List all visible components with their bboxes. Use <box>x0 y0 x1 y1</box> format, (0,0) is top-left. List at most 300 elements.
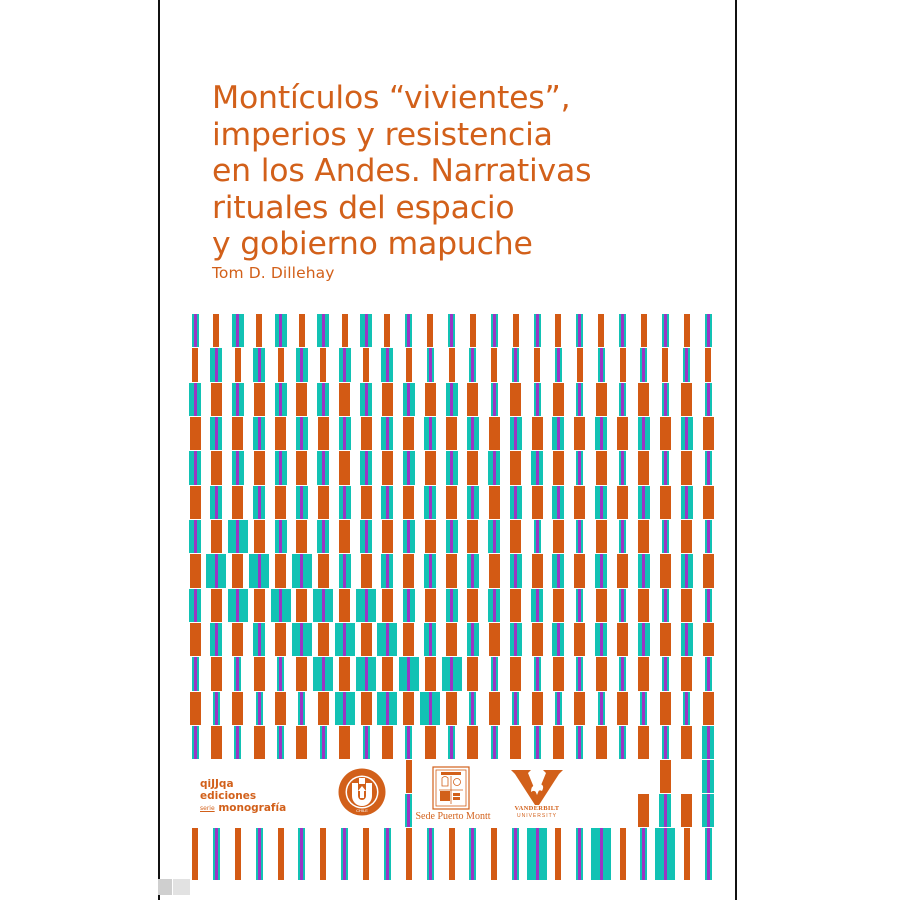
pattern-cell <box>595 554 607 588</box>
pattern-cell <box>703 417 714 450</box>
pattern-cell <box>703 554 714 588</box>
pattern-cell <box>256 828 263 880</box>
pattern-cell <box>705 383 712 416</box>
pattern-cell <box>638 726 649 759</box>
pattern-cell <box>384 314 390 347</box>
pattern-cell <box>640 348 647 382</box>
pattern-cell <box>705 451 712 485</box>
pattern-cell <box>449 348 455 382</box>
pattern-cell <box>298 828 305 880</box>
pattern-cell <box>363 348 369 382</box>
pattern-cell <box>356 657 376 691</box>
pattern-cell <box>531 451 543 485</box>
pattern-cell <box>253 348 265 382</box>
pattern-cell <box>425 726 436 759</box>
pattern-cell <box>510 554 522 588</box>
pattern-cell <box>683 348 690 382</box>
pattern-cell <box>638 657 649 691</box>
pattern-cell <box>681 417 693 450</box>
pattern-cell <box>318 417 329 450</box>
pattern-cell <box>339 451 350 485</box>
pattern-cell <box>381 486 393 519</box>
pattern-cell <box>277 657 284 691</box>
pattern-cell <box>317 383 329 416</box>
pattern-cell <box>403 383 415 416</box>
gray-swatch <box>158 879 172 895</box>
pattern-cell <box>617 692 628 725</box>
pattern-cell <box>681 383 692 416</box>
pattern-cell <box>574 623 585 656</box>
pattern-cell <box>403 589 415 622</box>
pattern-cell <box>574 417 585 450</box>
pattern-cell <box>617 623 628 656</box>
pattern-cell <box>552 417 564 450</box>
pattern-cell <box>681 589 692 622</box>
pattern-cell <box>192 828 198 880</box>
vanderbilt-v-oak-icon <box>509 768 565 806</box>
pattern-cell <box>660 623 671 656</box>
pattern-cell <box>382 520 393 553</box>
title-line: imperios y resistencia <box>212 116 553 153</box>
pattern-cell <box>681 554 693 588</box>
pattern-cell <box>424 623 436 656</box>
pattern-cell <box>510 623 522 656</box>
sede-caption: Sede Puerto Montt <box>415 811 491 822</box>
pattern-cell <box>555 828 561 880</box>
pattern-cell <box>512 692 519 725</box>
pattern-cell <box>211 657 222 691</box>
pattern-cell <box>684 314 690 347</box>
pattern-cell <box>702 726 714 759</box>
ucn-seal-icon <box>337 767 387 817</box>
pattern-cell <box>361 417 372 450</box>
pattern-cell <box>705 520 712 553</box>
pattern-cell <box>341 828 348 880</box>
pattern-cell <box>510 520 521 553</box>
pattern-cell <box>467 623 479 656</box>
pattern-cell <box>510 417 522 450</box>
pattern-cell <box>681 486 693 519</box>
pattern-cell <box>620 828 626 880</box>
pattern-cell <box>598 348 605 382</box>
pattern-cell <box>206 554 226 588</box>
pattern-cell <box>377 692 397 725</box>
pattern-cell <box>703 692 714 725</box>
pattern-cell <box>510 726 521 759</box>
pattern-cell <box>254 657 265 691</box>
pattern-cell <box>532 623 543 656</box>
pattern-cell <box>574 486 585 519</box>
pattern-cell <box>211 451 222 485</box>
title-line: rituales del espacio <box>212 189 515 226</box>
pattern-cell <box>576 520 583 553</box>
pattern-cell <box>278 348 284 382</box>
pattern-cell <box>420 692 440 725</box>
pattern-cell <box>510 451 521 485</box>
pattern-cell <box>534 726 541 759</box>
pattern-cell <box>641 314 647 347</box>
pattern-cell <box>446 623 457 656</box>
pattern-cell <box>360 314 372 347</box>
pattern-cell <box>467 554 479 588</box>
pattern-cell <box>576 828 583 880</box>
pattern-cell <box>684 828 690 880</box>
pattern-cell <box>469 348 476 382</box>
pattern-cell <box>532 486 543 519</box>
pattern-cell <box>467 726 478 759</box>
pattern-cell <box>339 726 350 759</box>
pattern-cell <box>491 348 497 382</box>
pattern-cell <box>510 486 522 519</box>
pattern-cell <box>660 486 671 519</box>
pattern-cell <box>320 726 327 759</box>
pattern-cell <box>448 726 455 759</box>
pattern-cell <box>320 348 326 382</box>
pattern-cell <box>489 623 500 656</box>
university-crest-logo <box>415 766 491 826</box>
pattern-cell <box>510 383 521 416</box>
pattern-cell <box>232 417 243 450</box>
pattern-cell <box>532 554 543 588</box>
pattern-cell <box>405 726 412 759</box>
pattern-cell <box>317 314 329 347</box>
pattern-cell <box>361 554 372 588</box>
qillqa-ediciones: ediciones <box>200 790 257 802</box>
pattern-cell <box>662 657 669 691</box>
pattern-cell <box>655 828 675 880</box>
pattern-cell <box>192 348 198 382</box>
pattern-cell <box>532 417 543 450</box>
book-author: Tom D. Dillehay <box>212 264 335 282</box>
series-name: monografía <box>218 802 287 814</box>
pattern-cell <box>254 383 265 416</box>
pattern-cell <box>467 657 478 691</box>
pattern-cell <box>467 520 478 553</box>
pattern-cell <box>361 623 372 656</box>
pattern-cell <box>361 486 372 519</box>
pattern-cell <box>489 692 500 725</box>
pattern-cell <box>660 417 671 450</box>
vanderbilt-university: UNIVERSITY <box>516 813 557 819</box>
pattern-cell <box>356 589 376 622</box>
pattern-cell <box>317 520 329 553</box>
vanderbilt-logo <box>509 768 565 824</box>
pattern-cell <box>488 520 500 553</box>
pattern-cell <box>638 554 650 588</box>
pattern-cell <box>318 692 329 725</box>
pattern-cell <box>275 383 287 416</box>
pattern-cell <box>576 451 583 485</box>
pattern-cell <box>467 486 479 519</box>
pattern-cell <box>427 348 434 382</box>
pattern-cell <box>553 726 564 759</box>
qillqa-wordmark: qiJJqa <box>200 778 234 790</box>
pattern-cell <box>296 589 307 622</box>
pattern-cell <box>619 657 626 691</box>
pattern-cell <box>638 417 650 450</box>
pattern-cell <box>424 486 436 519</box>
pattern-cell <box>360 520 372 553</box>
pattern-cell <box>296 451 307 485</box>
pattern-cell <box>617 417 628 450</box>
pattern-cell <box>532 692 543 725</box>
pattern-cell <box>596 451 607 485</box>
pattern-cell <box>488 589 500 622</box>
pattern-cell <box>406 348 412 382</box>
pattern-cell <box>469 828 476 880</box>
pattern-cell <box>683 692 690 725</box>
pattern-cell <box>313 657 333 691</box>
pattern-cell <box>576 383 583 416</box>
pattern-cell <box>381 554 393 588</box>
pattern-cell <box>552 623 564 656</box>
pattern-cell <box>531 589 543 622</box>
pattern-cell <box>296 486 308 519</box>
svg-text:CHILE: CHILE <box>356 808 368 813</box>
pattern-cell <box>576 726 583 759</box>
pattern-cell <box>210 348 222 382</box>
pattern-cell <box>190 623 201 656</box>
pattern-cell <box>213 828 220 880</box>
pattern-cell <box>617 554 628 588</box>
pattern-cell <box>189 451 201 485</box>
title-line: y gobierno mapuche <box>212 226 533 262</box>
pattern-cell <box>596 520 607 553</box>
pattern-cell <box>705 828 712 880</box>
pattern-cell <box>553 520 564 553</box>
pattern-cell <box>425 589 436 622</box>
pattern-cell <box>275 486 286 519</box>
pattern-cell <box>275 554 286 588</box>
pattern-cell <box>576 314 583 347</box>
pattern-cell <box>446 589 458 622</box>
pattern-cell <box>339 348 351 382</box>
pattern-cell <box>403 554 414 588</box>
pattern-cell <box>278 828 284 880</box>
pattern-cell <box>555 314 561 347</box>
pattern-cell <box>382 383 393 416</box>
title-line: Montículos “vivientes”, <box>212 80 571 116</box>
pattern-cell <box>553 589 564 622</box>
pattern-cell <box>491 657 498 691</box>
pattern-cell <box>271 589 291 622</box>
pattern-cell <box>552 554 564 588</box>
pattern-cell <box>275 314 287 347</box>
pattern-cell <box>190 692 201 725</box>
pattern-cell <box>190 417 201 450</box>
pattern-cell <box>361 692 372 725</box>
pattern-cell <box>681 451 692 485</box>
pattern-cell <box>192 657 199 691</box>
pattern-cell <box>277 726 284 759</box>
pattern-cell <box>449 828 455 880</box>
pattern-cell <box>339 486 351 519</box>
pattern-cell <box>232 554 243 588</box>
pattern-cell <box>339 417 351 450</box>
pattern-cell <box>489 486 500 519</box>
pattern-cell <box>253 486 265 519</box>
pattern-cell <box>596 589 607 622</box>
pattern-cell <box>189 520 201 553</box>
pattern-cell <box>446 417 457 450</box>
pattern-cell <box>446 383 458 416</box>
pattern-cell <box>662 314 669 347</box>
pattern-cell <box>491 726 498 759</box>
pattern-cell <box>232 692 243 725</box>
pattern-cell <box>342 314 348 347</box>
pattern-cell <box>211 520 222 553</box>
pattern-cell <box>662 726 669 759</box>
pattern-cell <box>512 348 519 382</box>
pattern-cell <box>534 314 541 347</box>
pattern-cell <box>190 554 201 588</box>
pattern-cell <box>446 486 457 519</box>
pattern-cell <box>596 383 607 416</box>
pattern-cell <box>534 348 540 382</box>
pattern-cell <box>313 589 333 622</box>
pattern-cell <box>489 417 500 450</box>
pattern-cell <box>339 554 351 588</box>
pattern-cell <box>296 726 307 759</box>
pattern-cell <box>339 383 350 416</box>
pattern-cell <box>382 451 393 485</box>
pattern-cell <box>254 726 265 759</box>
pattern-cell <box>256 692 263 725</box>
pattern-cell <box>296 657 307 691</box>
pattern-cell <box>377 623 397 656</box>
pattern-cell <box>446 451 458 485</box>
pattern-cell <box>705 314 712 347</box>
pattern-cell <box>232 314 244 347</box>
pattern-cell <box>235 348 241 382</box>
pattern-cell <box>189 383 201 416</box>
pattern-cell <box>638 520 649 553</box>
pattern-cell <box>534 657 541 691</box>
pattern-cell <box>619 520 626 553</box>
pattern-cell <box>705 589 712 622</box>
pattern-cell <box>489 554 500 588</box>
pattern-cell <box>382 589 393 622</box>
pattern-cell <box>403 486 414 519</box>
pattern-cell <box>425 383 436 416</box>
pattern-cell <box>424 417 436 450</box>
serie-label: serie <box>200 805 215 812</box>
pattern-cell <box>662 589 669 622</box>
pattern-cell <box>292 554 312 588</box>
pattern-cell <box>662 520 669 553</box>
pattern-cell <box>574 692 585 725</box>
pattern-cell <box>527 828 547 880</box>
pattern-cell <box>620 348 626 382</box>
pattern-cell <box>254 589 265 622</box>
pattern-cell <box>446 554 457 588</box>
pattern-cell <box>381 348 393 382</box>
pattern-cell <box>275 692 286 725</box>
pattern-cell <box>467 451 478 485</box>
pattern-cell <box>406 828 412 880</box>
pattern-cell <box>595 623 607 656</box>
pattern-cell <box>446 692 457 725</box>
pattern-cell <box>662 348 668 382</box>
pattern-cell <box>318 486 329 519</box>
pattern-cell <box>210 486 222 519</box>
pattern-cell <box>296 520 307 553</box>
pattern-cell <box>553 383 564 416</box>
pattern-cell <box>211 726 222 759</box>
pattern-cell <box>467 383 478 416</box>
pattern-cell <box>275 520 287 553</box>
pattern-cell <box>296 417 308 450</box>
pattern-cell <box>234 657 241 691</box>
pattern-cell <box>467 417 479 450</box>
pattern-cell <box>253 623 265 656</box>
pattern-cell <box>705 348 711 382</box>
pattern-cell <box>339 589 350 622</box>
pattern-cell <box>317 451 329 485</box>
pattern-cell <box>192 314 199 347</box>
pattern-cell <box>403 692 414 725</box>
pattern-cell <box>339 657 350 691</box>
pattern-cell <box>662 451 669 485</box>
pattern-cell <box>640 828 647 880</box>
pattern-cell <box>660 554 671 588</box>
pattern-cell <box>405 314 412 347</box>
pattern-cell <box>190 486 201 519</box>
pattern-cell <box>427 314 433 347</box>
pattern-cell <box>253 417 265 450</box>
pattern-cell <box>211 383 222 416</box>
pattern-cell <box>638 589 649 622</box>
pattern-cell <box>576 657 583 691</box>
pattern-cell <box>555 348 562 382</box>
pattern-cell <box>640 692 647 725</box>
pattern-cell <box>234 726 241 759</box>
pattern-cell <box>210 417 222 450</box>
pattern-cell <box>488 451 500 485</box>
pattern-cell <box>232 383 244 416</box>
pattern-cell <box>335 692 355 725</box>
pattern-cell <box>254 520 265 553</box>
pattern-cell <box>552 486 564 519</box>
pattern-cell <box>448 314 455 347</box>
pattern-cell <box>318 623 329 656</box>
pattern-cell <box>467 589 478 622</box>
title-line: en los Andes. Narrativas <box>212 153 592 189</box>
pattern-cell <box>228 589 248 622</box>
pattern-cell <box>619 589 626 622</box>
pattern-cell <box>574 554 585 588</box>
pattern-cell <box>469 692 476 725</box>
pattern-cell <box>403 417 414 450</box>
pattern-cell <box>553 451 564 485</box>
vanderbilt-name: VANDERBILT <box>514 805 560 812</box>
pattern-cell <box>425 451 436 485</box>
pattern-cell <box>384 828 391 880</box>
pattern-cell <box>638 383 649 416</box>
pattern-cell <box>705 657 712 691</box>
pattern-cell <box>703 623 714 656</box>
pattern-cell <box>228 520 248 553</box>
pattern-cell <box>534 383 541 416</box>
pattern-cell <box>596 726 607 759</box>
pattern-cell <box>619 726 626 759</box>
pattern-cell <box>442 657 462 691</box>
pattern-cell <box>446 520 458 553</box>
qillqa-ediciones-logo <box>200 778 286 815</box>
pattern-cell <box>189 589 201 622</box>
pattern-cell <box>510 657 521 691</box>
pattern-cell <box>275 451 287 485</box>
